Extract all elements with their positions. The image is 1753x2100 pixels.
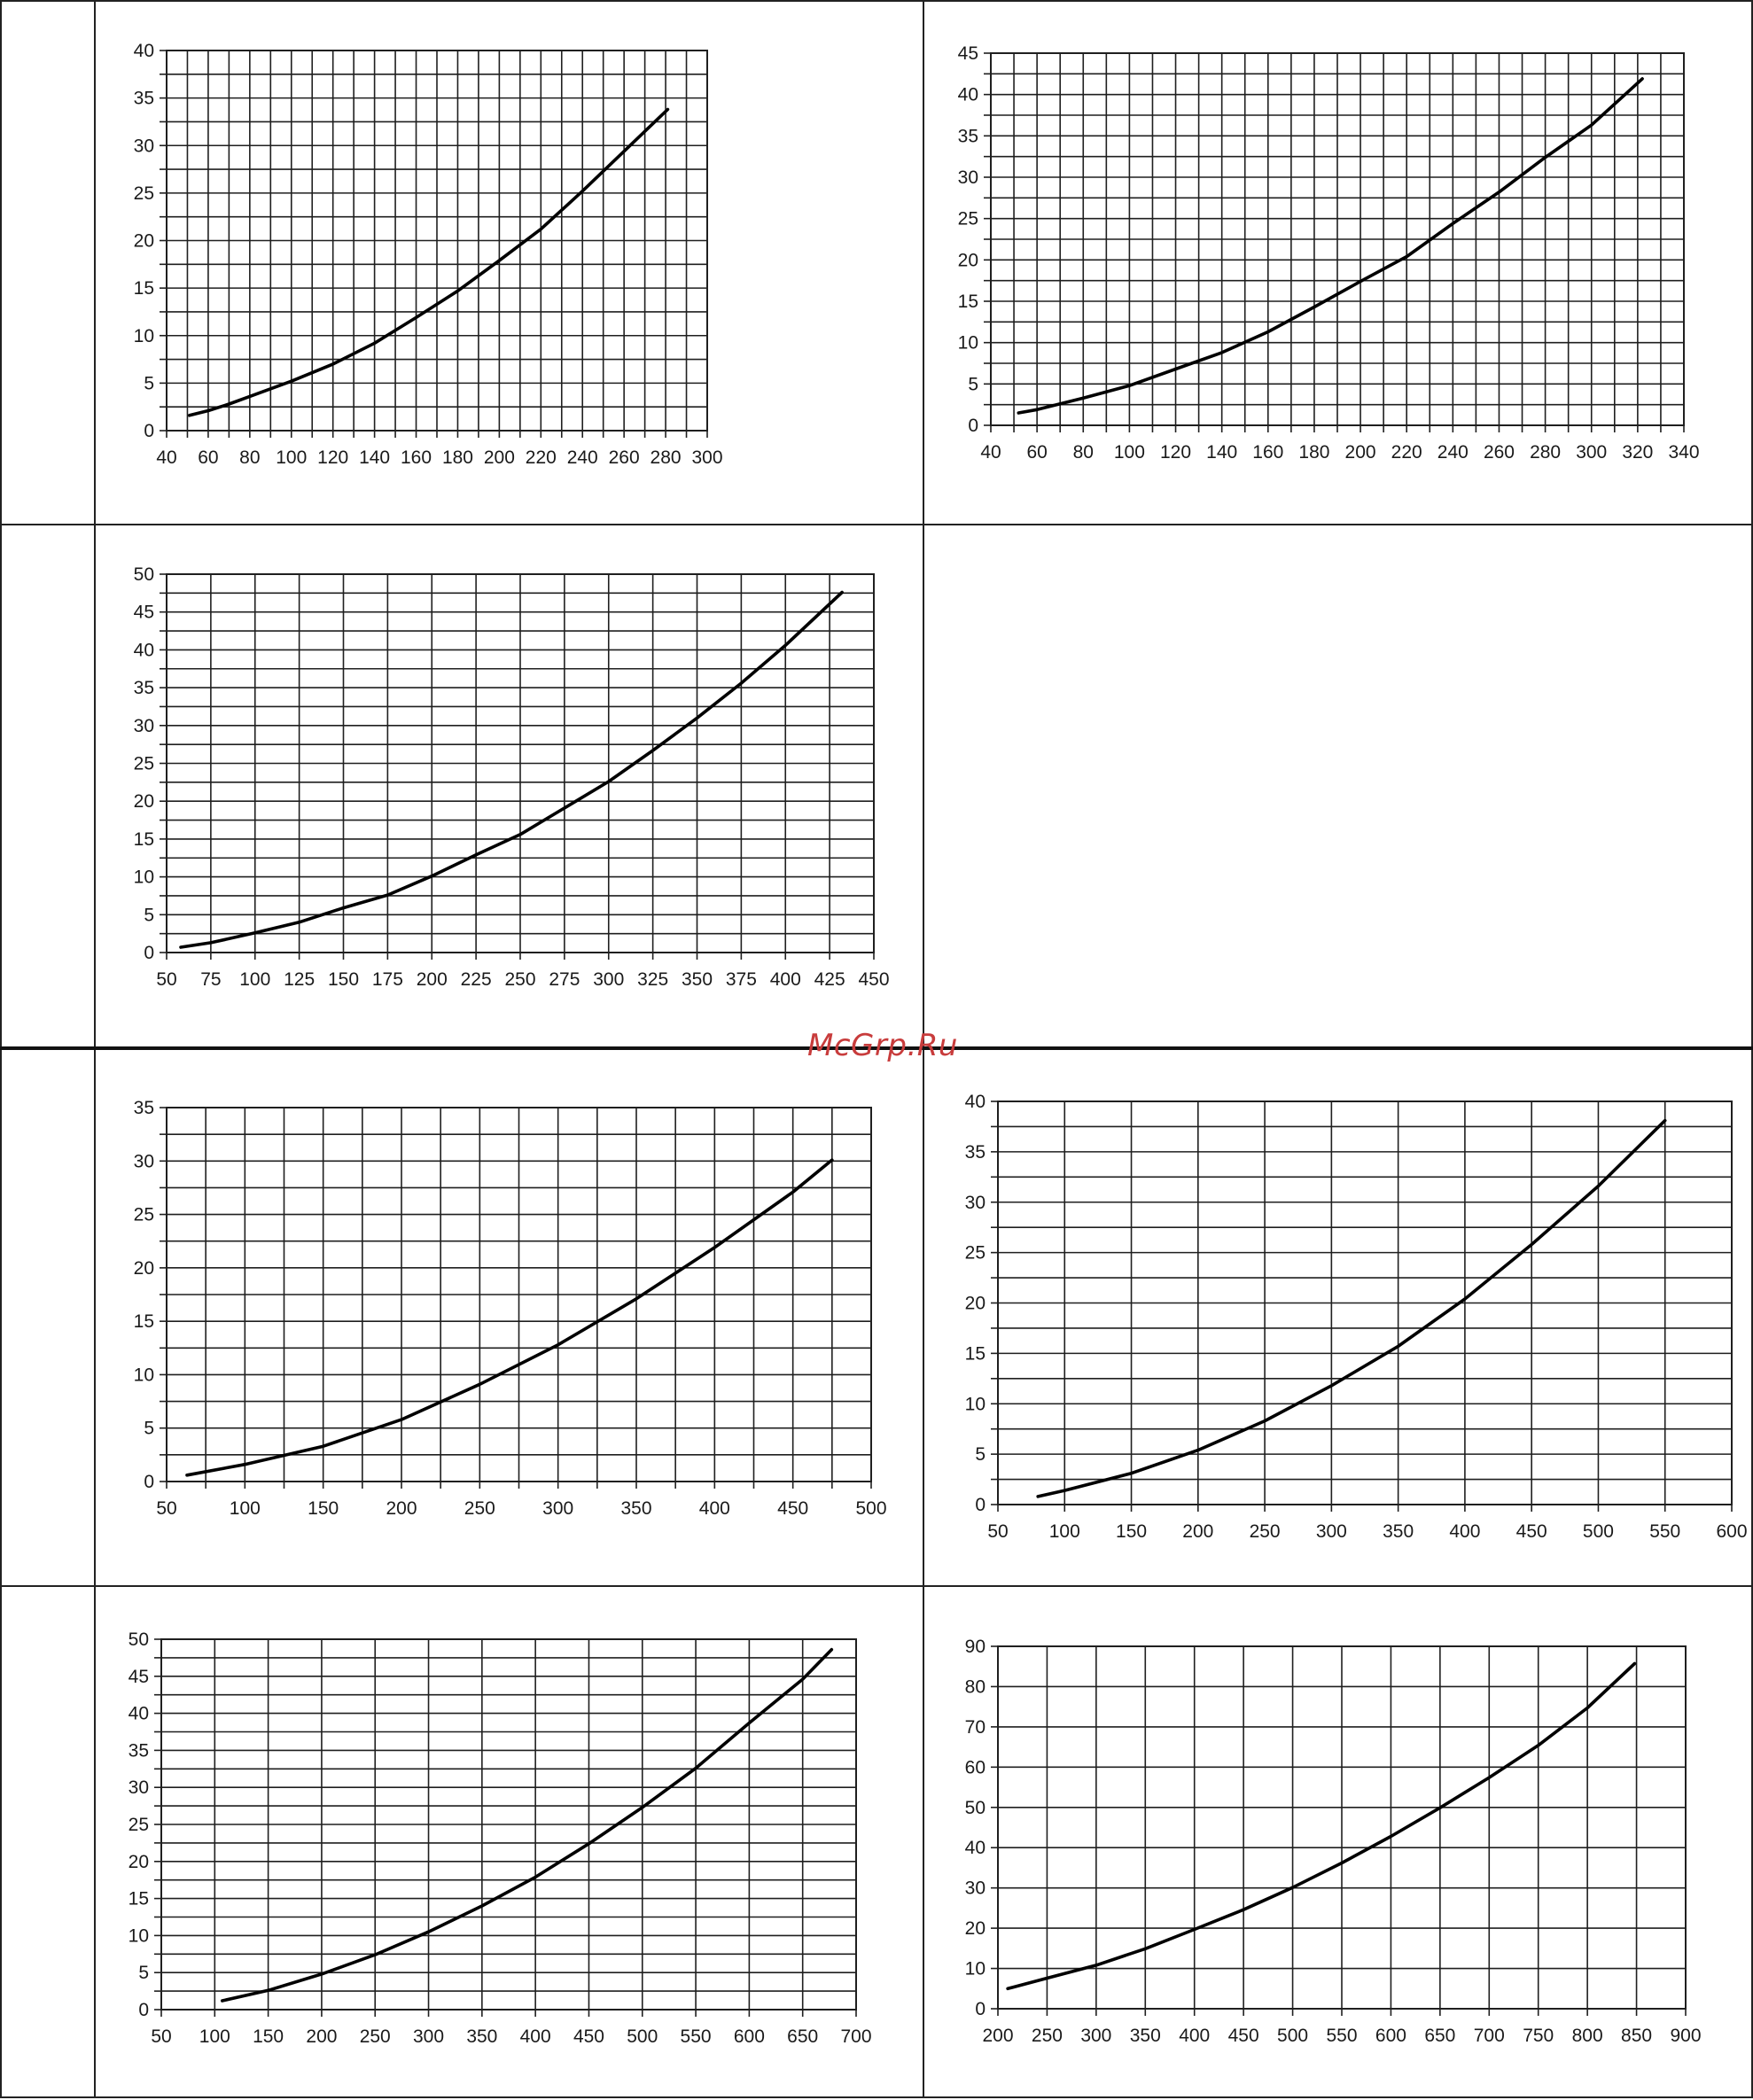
x-tick-label: 275: [549, 969, 580, 990]
y-tick-label: 0: [144, 1472, 154, 1492]
x-tick-label: 450: [573, 2026, 604, 2047]
y-tick-label: 0: [975, 1999, 986, 2019]
x-tick-label: 280: [650, 447, 682, 468]
x-tick-label: 240: [1437, 442, 1469, 463]
x-tick-label: 225: [460, 969, 492, 990]
y-tick-label: 0: [144, 421, 154, 441]
y-tick-label: 45: [957, 43, 978, 64]
x-tick-label: 250: [1249, 1521, 1281, 1542]
x-tick-label: 300: [1576, 442, 1608, 463]
x-tick-label: 50: [156, 1498, 177, 1519]
y-tick-label: 5: [144, 905, 154, 926]
x-tick-label: 100: [1113, 442, 1145, 463]
y-tick-label: 90: [964, 1637, 986, 1657]
x-tick-label: 350: [681, 969, 713, 990]
x-tick-label: 180: [441, 447, 473, 468]
x-tick-label: 650: [1424, 2026, 1456, 2046]
y-tick-label: 35: [133, 88, 154, 109]
x-tick-label: 100: [199, 2026, 230, 2047]
x-tick-label: 350: [1383, 1521, 1414, 1542]
y-tick-label: 30: [133, 1151, 154, 1172]
x-tick-label: 350: [466, 2026, 498, 2047]
chart-4: [134, 1098, 887, 1519]
y-tick-label: 25: [964, 1242, 986, 1264]
x-tick-label: 200: [1182, 1521, 1214, 1542]
y-tick-label: 0: [968, 416, 978, 436]
x-tick-label: 450: [777, 1498, 809, 1519]
x-tick-label: 150: [253, 2026, 284, 2047]
x-tick-label: 150: [1116, 1521, 1148, 1542]
y-tick-label: 20: [964, 1293, 986, 1314]
x-tick-label: 40: [156, 447, 177, 468]
y-tick-label: 5: [968, 374, 978, 395]
x-tick-label: 550: [1326, 2026, 1358, 2046]
x-tick-label: 550: [1649, 1521, 1681, 1542]
y-tick-label: 35: [128, 1740, 149, 1762]
x-tick-label: 50: [156, 969, 177, 990]
x-tick-label: 75: [200, 969, 222, 990]
y-tick-label: 10: [964, 1958, 986, 1979]
x-tick-label: 900: [1670, 2026, 1702, 2046]
x-tick-label: 320: [1622, 442, 1654, 463]
x-tick-label: 300: [691, 447, 723, 468]
y-tick-label: 35: [133, 678, 154, 699]
x-tick-label: 200: [1344, 442, 1376, 463]
y-tick-label: 10: [133, 325, 154, 346]
y-tick-label: 15: [957, 292, 978, 312]
y-tick-label: 15: [964, 1343, 986, 1365]
x-tick-label: 500: [855, 1498, 887, 1519]
x-tick-label: 600: [1716, 1521, 1748, 1542]
y-tick-label: 20: [957, 250, 978, 271]
series-line: [1008, 1664, 1634, 1989]
x-tick-label: 120: [1160, 442, 1192, 463]
y-tick-label: 15: [128, 1888, 149, 1909]
y-tick-label: 25: [133, 183, 154, 204]
y-tick-label: 10: [133, 867, 154, 888]
x-tick-label: 325: [637, 969, 669, 990]
x-tick-label: 50: [987, 1521, 1009, 1542]
y-tick-label: 25: [957, 208, 978, 229]
x-tick-label: 400: [698, 1498, 730, 1519]
x-tick-label: 40: [980, 442, 1001, 463]
x-tick-label: 60: [198, 447, 219, 468]
x-tick-label: 700: [1473, 2026, 1505, 2046]
y-tick-label: 5: [975, 1444, 986, 1466]
y-tick-label: 30: [964, 1192, 986, 1213]
series-line: [181, 593, 842, 948]
x-tick-label: 300: [413, 2026, 445, 2047]
x-tick-label: 300: [593, 969, 625, 990]
y-tick-label: 40: [133, 640, 154, 661]
y-tick-label: 50: [128, 1629, 149, 1650]
x-tick-label: 80: [239, 447, 261, 468]
y-tick-label: 70: [964, 1716, 986, 1738]
x-tick-label: 400: [1449, 1521, 1481, 1542]
x-tick-label: 340: [1668, 442, 1700, 463]
x-tick-label: 450: [1227, 2026, 1259, 2046]
x-tick-label: 700: [840, 2026, 872, 2047]
x-tick-label: 450: [858, 969, 890, 990]
x-tick-label: 500: [627, 2026, 658, 2047]
x-tick-label: 200: [483, 447, 515, 468]
y-tick-label: 15: [133, 828, 154, 850]
x-tick-label: 260: [608, 447, 640, 468]
x-tick-label: 180: [1298, 442, 1330, 463]
x-tick-label: 175: [371, 969, 403, 990]
y-tick-label: 10: [133, 1365, 154, 1386]
x-tick-label: 150: [308, 1498, 339, 1519]
x-tick-label: 80: [1072, 442, 1094, 463]
y-tick-label: 80: [964, 1676, 986, 1698]
x-tick-label: 400: [769, 969, 801, 990]
x-tick-label: 600: [1375, 2026, 1406, 2046]
x-tick-label: 375: [725, 969, 757, 990]
y-tick-label: 30: [133, 715, 154, 736]
chart-5: [965, 1092, 1748, 1542]
x-tick-label: 425: [814, 969, 845, 990]
y-tick-label: 35: [964, 1141, 986, 1163]
x-tick-label: 450: [1515, 1521, 1547, 1542]
x-tick-label: 300: [1080, 2026, 1112, 2046]
x-tick-label: 750: [1523, 2026, 1554, 2046]
x-tick-label: 200: [416, 969, 448, 990]
x-tick-label: 160: [1252, 442, 1284, 463]
x-tick-label: 600: [733, 2026, 765, 2047]
x-tick-label: 100: [276, 447, 308, 468]
chart-1: [134, 41, 723, 468]
watermark-text: McGrp.Ru: [807, 1028, 958, 1063]
x-tick-label: 125: [284, 969, 316, 990]
x-tick-label: 300: [542, 1498, 574, 1519]
y-tick-label: 5: [138, 1963, 149, 1984]
chart-6: [129, 1629, 872, 2047]
x-tick-label: 100: [1048, 1521, 1080, 1542]
y-tick-label: 20: [128, 1851, 149, 1872]
y-tick-label: 0: [975, 1495, 986, 1515]
x-tick-label: 500: [1277, 2026, 1309, 2046]
chart-7: [965, 1637, 1702, 2046]
x-tick-label: 220: [525, 447, 557, 468]
y-tick-label: 20: [133, 230, 154, 252]
y-tick-label: 30: [957, 167, 978, 188]
y-tick-label: 15: [133, 278, 154, 299]
y-tick-label: 30: [128, 1777, 149, 1799]
y-tick-label: 40: [128, 1703, 149, 1724]
x-tick-label: 120: [317, 447, 349, 468]
y-tick-label: 15: [133, 1311, 154, 1333]
series-line: [222, 1650, 832, 2001]
x-tick-label: 400: [1179, 2026, 1211, 2046]
y-tick-label: 10: [128, 1925, 149, 1947]
x-tick-label: 200: [306, 2026, 338, 2047]
x-tick-label: 650: [787, 2026, 819, 2047]
y-tick-label: 45: [128, 1666, 149, 1687]
series-line: [190, 110, 668, 416]
y-tick-label: 0: [138, 2000, 149, 2020]
x-tick-label: 400: [519, 2026, 551, 2047]
y-tick-label: 45: [133, 602, 154, 623]
x-tick-label: 850: [1621, 2026, 1653, 2046]
x-tick-label: 550: [680, 2026, 712, 2047]
y-tick-label: 25: [128, 1815, 149, 1835]
x-tick-label: 280: [1530, 442, 1562, 463]
x-tick-label: 250: [359, 2026, 391, 2047]
x-tick-label: 260: [1483, 442, 1515, 463]
y-tick-label: 50: [133, 564, 154, 585]
x-tick-label: 60: [1026, 442, 1048, 463]
x-tick-label: 250: [504, 969, 536, 990]
chart-2: [958, 43, 1700, 463]
y-tick-label: 25: [133, 1204, 154, 1225]
y-tick-label: 50: [964, 1797, 986, 1818]
x-tick-label: 100: [229, 1498, 261, 1519]
y-tick-label: 10: [957, 332, 978, 354]
x-tick-label: 100: [239, 969, 271, 990]
y-tick-label: 35: [133, 1098, 154, 1118]
x-tick-label: 50: [151, 2026, 172, 2047]
y-tick-label: 40: [133, 41, 154, 61]
x-tick-label: 800: [1571, 2026, 1603, 2046]
x-tick-label: 300: [1315, 1521, 1347, 1542]
y-tick-label: 30: [964, 1878, 986, 1899]
x-tick-label: 250: [464, 1498, 495, 1519]
x-tick-label: 250: [1031, 2026, 1063, 2046]
y-tick-label: 35: [957, 126, 978, 147]
x-tick-label: 220: [1391, 442, 1422, 463]
x-tick-label: 140: [1206, 442, 1238, 463]
y-tick-label: 20: [133, 791, 154, 813]
y-tick-label: 20: [964, 1918, 986, 1940]
y-tick-label: 5: [144, 1418, 154, 1439]
y-tick-label: 20: [133, 1257, 154, 1279]
x-tick-label: 500: [1582, 1521, 1614, 1542]
x-tick-label: 150: [327, 969, 360, 990]
y-tick-label: 30: [133, 136, 154, 157]
x-tick-label: 350: [1129, 2026, 1161, 2046]
y-tick-label: 40: [964, 1092, 986, 1112]
y-tick-label: 5: [144, 373, 154, 394]
y-tick-label: 40: [957, 84, 978, 105]
x-tick-label: 160: [401, 447, 432, 468]
y-tick-label: 60: [964, 1757, 986, 1778]
y-tick-label: 40: [964, 1838, 986, 1859]
x-tick-label: 200: [982, 2026, 1014, 2046]
x-tick-label: 240: [566, 447, 598, 468]
chart-3: [134, 564, 890, 990]
x-tick-label: 350: [620, 1498, 652, 1519]
y-tick-label: 25: [133, 753, 154, 774]
x-tick-label: 140: [359, 447, 391, 468]
y-tick-label: 0: [144, 943, 154, 963]
x-tick-label: 200: [386, 1498, 417, 1519]
y-tick-label: 10: [964, 1394, 986, 1415]
